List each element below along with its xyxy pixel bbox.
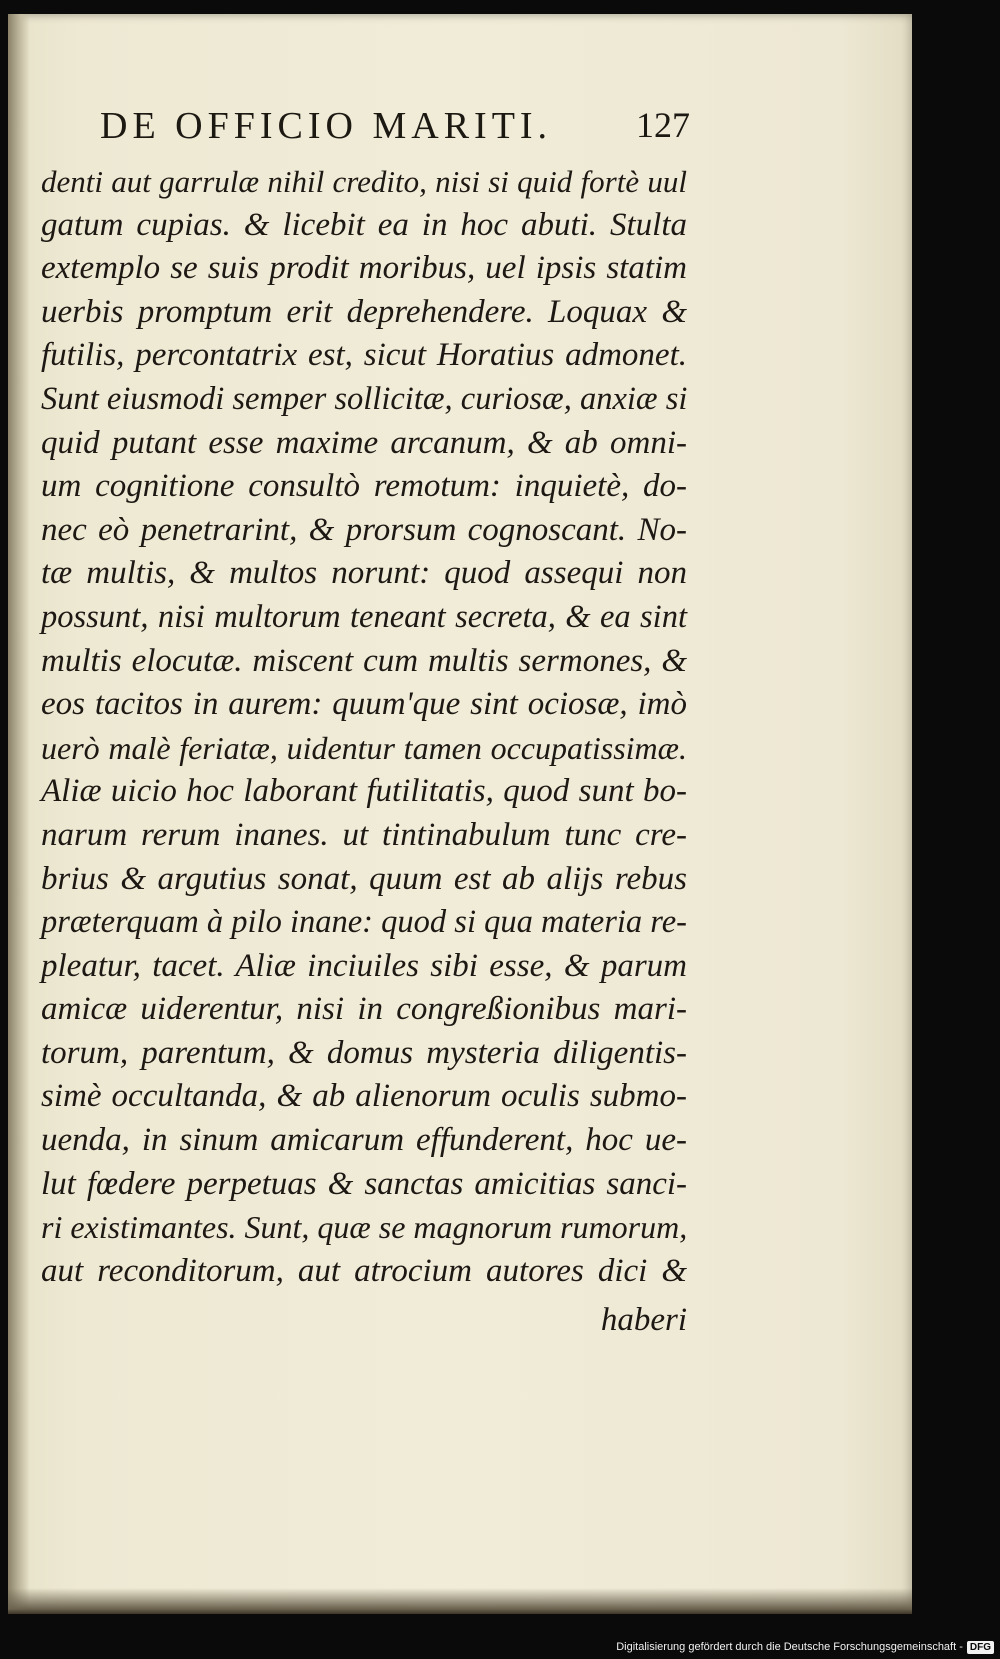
- text-line: eos tacitos in aurem: quum'que sint ociosæ, imò: [41, 686, 687, 723]
- running-title: DE OFFICIO MARITI.: [100, 105, 553, 147]
- book-page: [8, 14, 912, 1614]
- text-line: ri existimantes. Sunt, quæ se magnorum rumorum,: [41, 1209, 688, 1246]
- text-line: denti aut garrulæ nihil credito, nisi si quid fortè uul: [41, 164, 687, 199]
- text-line: lut fœdere perpetuas & sanctas amicitias sanci-: [41, 1165, 687, 1202]
- text-line: possunt, nisi multorum teneant secreta, & ea sint: [41, 598, 687, 635]
- text-line: futilis, percontatrix est, sicut Horatius admonet.: [41, 337, 687, 374]
- text-line: um cognitione consultò remotum: inquietè, do-: [41, 468, 687, 505]
- text-line: brius & argutius sonat, quum est ab alijs rebus: [41, 860, 687, 897]
- text-line: torum, parentum, & domus mysteria diligentis-: [41, 1034, 687, 1071]
- text-line: gatum cupias. & licebit ea in hoc abuti. Stulta: [41, 206, 687, 243]
- catchword: haberi: [600, 1302, 687, 1338]
- text-line: præterquam à pilo inane: quod si qua materia re-: [41, 904, 687, 941]
- text-line: Aliæ uicio hoc laborant futilitatis, quod sunt bo-: [41, 773, 687, 810]
- text-line: narum rerum inanes. ut tintinabulum tunc cre-: [41, 816, 687, 853]
- page-number: 127: [636, 105, 690, 145]
- body-text: [41, 160, 687, 1293]
- digitization-credit: Digitalisierung gefördert durch die Deutsche Forschungsgemeinschaft -: [616, 1641, 963, 1653]
- text-line: pleatur, tacet. Aliæ inciuiles sibi esse, & parum: [41, 947, 687, 984]
- text-line: uerbis promptum erit deprehendere. Loquax &: [41, 293, 687, 330]
- dfg-logo-icon: DFG: [967, 1641, 994, 1654]
- text-line: quid putant esse maxime arcanum, & ab omni-: [41, 424, 687, 461]
- text-line: uerò malè feriatæ, uidentur tamen occupatissimæ.: [41, 729, 687, 766]
- text-line: Sunt eiusmodi semper sollicitæ, curiosæ, anxiæ si: [41, 380, 688, 417]
- text-line: tæ multis, & multos norunt: quod assequi non: [41, 555, 687, 592]
- text-line: uenda, in sinum amicarum effunderent, hoc ue-: [41, 1122, 687, 1159]
- text-line: nec eò penetrarint, & prorsum cognoscant. No-: [41, 511, 687, 548]
- page-header: [100, 96, 690, 156]
- text-line: aut reconditorum, aut atrocium autores dici &: [41, 1252, 687, 1289]
- text-line: amicæ uiderentur, nisi in congreßionibus mari-: [41, 991, 687, 1028]
- text-line: simè occultanda, & ab alienorum oculis submo-: [41, 1078, 687, 1115]
- page-gutter-shadow: [8, 14, 30, 1614]
- text-line: multis elocutæ. miscent cum multis sermones, &: [41, 642, 687, 679]
- text-line: extemplo se suis prodit moribus, uel ipsis statim: [41, 250, 687, 287]
- digitization-credit-bar: [570, 1635, 1000, 1659]
- page-bottom-edge: [8, 1588, 912, 1614]
